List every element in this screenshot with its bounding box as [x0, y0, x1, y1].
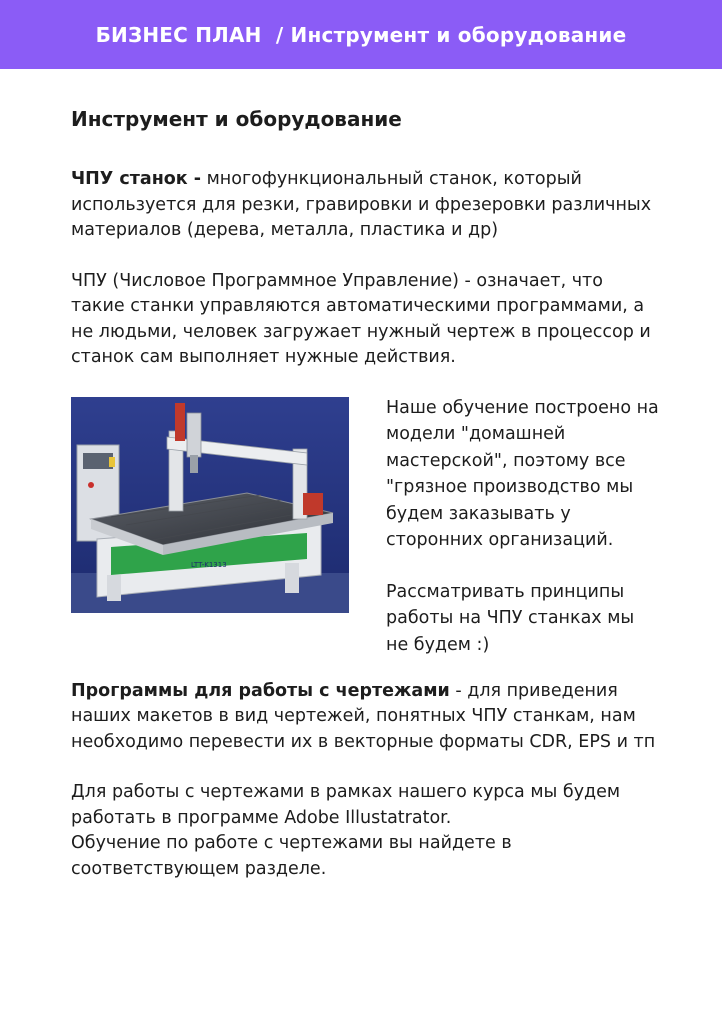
cnc-description: многофункциональный станок, который используется для резки, гравировки и фрезеровки различных материалов (дерева, металла, пластика и др) — [71, 169, 652, 240]
header-title: БИЗНЕС ПЛАН / Инструмент и оборудование — [95, 22, 627, 47]
software-line-1: Для работы с чертежами в рамках нашего курса мы будем работать в программе Adobe Illustatrator. — [71, 782, 621, 828]
software-term: Программы для работы с чертежами — [71, 680, 450, 701]
machine-label: LTT-K1313 — [191, 560, 227, 569]
software-definition — [71, 679, 661, 756]
cnc-explanation: ЧПУ (Числовое Программное Управление) - означает, что такие станки управляются автоматическими программами, а не людьми, человек загружает нужный чертеж в процессор и станок сам выполняет нужные действия. — [71, 270, 651, 367]
cnc-definition — [71, 167, 661, 244]
cnc-machine-image — [71, 397, 349, 613]
side-paragraph-1: Наше обучение построено на модели "домашней мастерской", поэтому все "грязное производство мы будем заказывать у сторонних организаций. — [386, 397, 659, 550]
page-title: Инструмент и оборудование — [71, 107, 402, 131]
media-row — [71, 397, 661, 667]
side-text — [386, 395, 661, 659]
software-line-2: Обучение по работе с чертежами вы найдете в соответствующем разделе. — [71, 833, 512, 879]
page-content — [71, 104, 661, 882]
header-bar — [0, 0, 722, 69]
cnc-term: ЧПУ станок - — [71, 169, 202, 189]
software-description: - для приведения наших макетов в вид чертежей, понятных ЧПУ станкам, нам необходимо перевести их в векторные форматы CDR, EPS и тп — [71, 680, 656, 752]
side-paragraph-2: Рассматривать принципы работы на ЧПУ станках мы не будем :) — [386, 581, 635, 655]
